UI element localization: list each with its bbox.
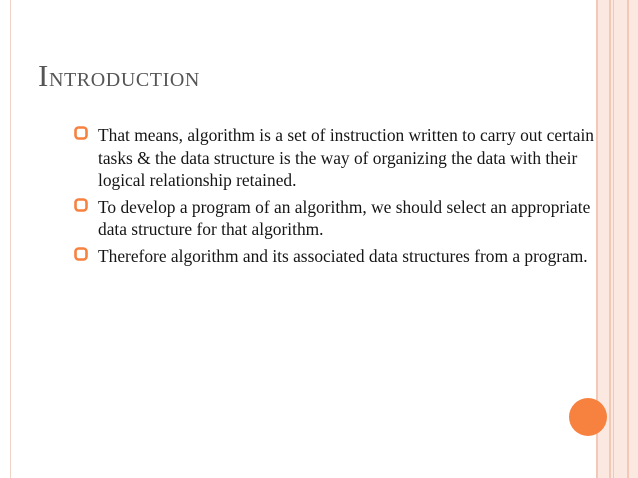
orange-circle-decoration	[569, 398, 607, 436]
bullet-item	[74, 124, 614, 192]
bullet-text: To develop a program of an algorithm, we should select an appropriate data structure for that algorithm.	[98, 196, 591, 240]
hollow-square-bullet-icon	[74, 126, 88, 140]
bullet-item	[74, 245, 614, 268]
bullet-text: That means, algorithm is a set of instruction written to carry out certain tasks & the data structure is the way of organizing the data with their logical relationship retained.	[98, 125, 594, 191]
hollow-square-bullet-icon	[74, 247, 88, 261]
hollow-square-bullet-icon	[74, 198, 88, 212]
left-border-line	[10, 0, 11, 478]
slide-title	[38, 58, 200, 98]
bullet-text: Therefore algorithm and its associated data structures from a program.	[98, 245, 588, 266]
bullet-list	[74, 124, 614, 272]
bullet-item	[74, 196, 614, 241]
slide-title-initial: I	[38, 58, 49, 93]
right-band-line	[627, 0, 629, 478]
slide-title-rest: NTRODUCTION	[48, 69, 200, 91]
